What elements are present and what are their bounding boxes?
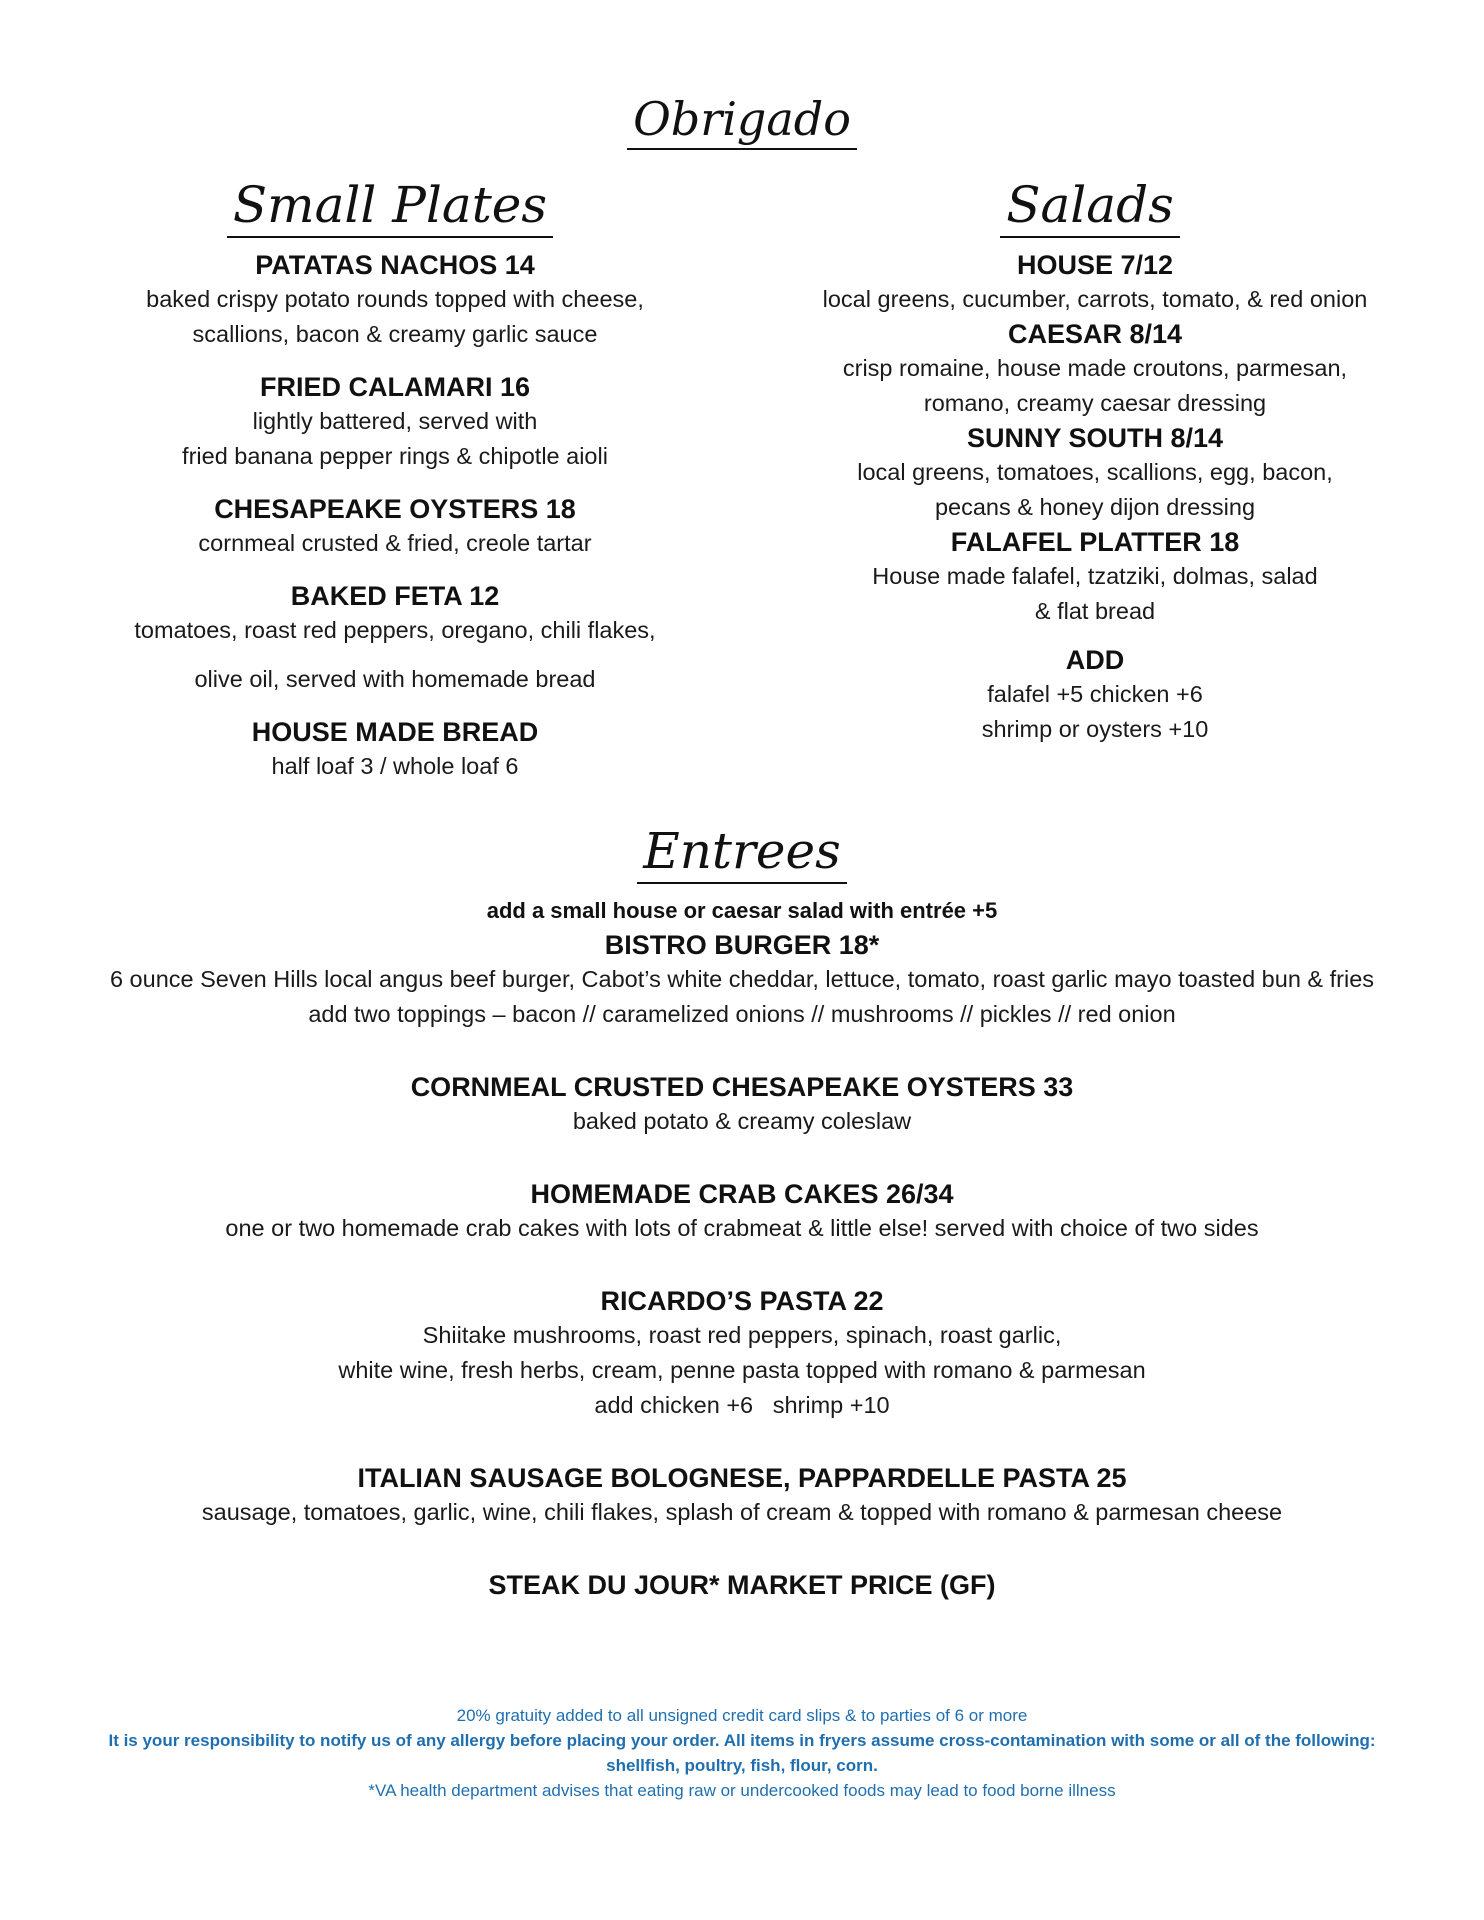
menu-item <box>0 1568 1484 1602</box>
menu-item <box>0 1461 1484 1530</box>
item-name: HOMEMADE CRAB CAKES 26/34 <box>530 1179 954 1209</box>
menu-item <box>80 579 710 697</box>
item-name: HOUSE 7/12 <box>1016 250 1174 280</box>
item-desc: Shiitake mushrooms, roast red peppers, spinach, roast garlic, <box>422 1322 1062 1348</box>
health-notice: *VA health department advises that eating raw or undercooked foods may lead to food borne illness <box>368 1781 1116 1800</box>
item-desc: pecans & honey dijon dressing <box>934 494 1256 520</box>
item-name: SUNNY SOUTH 8/14 <box>966 423 1224 453</box>
item-desc: & flat bread <box>1034 598 1156 624</box>
item-name: CHESAPEAKE OYSTERS 18 <box>214 494 576 524</box>
menu-item <box>80 248 710 352</box>
entrees-section <box>0 896 1484 1640</box>
item-name: STEAK DU JOUR* MARKET PRICE (GF) <box>488 1570 996 1600</box>
menu-item <box>0 928 1484 1032</box>
item-desc: local greens, tomatoes, scallions, egg, bacon, <box>857 459 1333 485</box>
item-name: PATATAS NACHOS 14 <box>255 250 535 280</box>
item-desc: baked crispy potato rounds topped with cheese, <box>146 286 644 312</box>
item-name: BAKED FETA 12 <box>290 581 500 611</box>
item-desc: half loaf 3 / whole loaf 6 <box>271 753 519 779</box>
menu-item <box>80 492 710 561</box>
item-name: CORNMEAL CRUSTED CHESAPEAKE OYSTERS 33 <box>410 1072 1074 1102</box>
item-desc: lightly battered, served with <box>252 408 538 434</box>
item-desc: olive oil, served with homemade bread <box>194 666 596 692</box>
item-desc: baked potato & creamy coleslaw <box>572 1108 912 1134</box>
menu-item <box>780 421 1410 525</box>
menu-item <box>780 643 1410 747</box>
item-name: ITALIAN SAUSAGE BOLOGNESE, PAPPARDELLE PASTA 25 <box>357 1463 1127 1493</box>
item-desc: 6 ounce Seven Hills local angus beef burger, Cabot’s white cheddar, lettuce, tomato, roast garlic mayo toasted bun & fries <box>109 966 1375 992</box>
gratuity-notice: 20% gratuity added to all unsigned credit card slips & to parties of 6 or more <box>456 1706 1028 1725</box>
entrees-heading: Entrees <box>0 822 1484 884</box>
item-desc: white wine, fresh herbs, cream, penne pasta topped with romano & parmesan <box>338 1357 1146 1383</box>
item-name: HOUSE MADE BREAD <box>251 717 539 747</box>
menu-item <box>0 1284 1484 1423</box>
small-plates-heading: Small Plates <box>190 176 590 238</box>
item-desc: romano, creamy caesar dressing <box>923 390 1267 416</box>
item-name: BISTRO BURGER 18* <box>604 930 880 960</box>
menu-item <box>0 1177 1484 1246</box>
entree-note: add a small house or caesar salad with entrée +5 <box>486 898 998 923</box>
menu-item <box>780 525 1410 629</box>
menu-item <box>80 715 710 784</box>
item-desc: one or two homemade crab cakes with lots of crabmeat & little else! served with choice of two sides <box>225 1215 1259 1241</box>
item-name: RICARDO’S PASTA 22 <box>600 1286 884 1316</box>
item-desc: shrimp or oysters +10 <box>981 716 1209 742</box>
restaurant-title: Obrigado <box>0 92 1484 150</box>
item-name: CAESAR 8/14 <box>1007 319 1183 349</box>
item-desc: add chicken +6 shrimp +10 <box>594 1392 890 1418</box>
item-name: FALAFEL PLATTER 18 <box>950 527 1240 557</box>
item-desc: fried banana pepper rings & chipotle aioli <box>182 443 608 469</box>
small-plates-section <box>80 248 710 802</box>
salads-section <box>780 248 1410 747</box>
item-desc: crisp romaine, house made croutons, parmesan, <box>842 355 1348 381</box>
item-desc: scallions, bacon & creamy garlic sauce <box>192 321 598 347</box>
allergy-notice: It is your responsibility to notify us of any allergy before placing your order. All items in fryers assume cross-contamination with some or all of the following: <box>108 1731 1376 1750</box>
allergy-list: shellfish, poultry, fish, flour, corn. <box>606 1756 878 1775</box>
item-desc: add two toppings – bacon // caramelized onions // mushrooms // pickles // red onion <box>308 1001 1176 1027</box>
footer-notices <box>0 1703 1484 1803</box>
item-desc: tomatoes, roast red peppers, oregano, chili flakes, <box>134 617 656 643</box>
item-desc: House made falafel, tzatziki, dolmas, salad <box>872 563 1318 589</box>
menu-item <box>780 317 1410 421</box>
item-desc: falafel +5 chicken +6 <box>987 681 1203 707</box>
item-name: ADD <box>1065 645 1125 675</box>
item-desc: cornmeal crusted & fried, creole tartar <box>198 530 592 556</box>
item-desc: local greens, cucumber, carrots, tomato, & red onion <box>822 286 1368 312</box>
item-desc: sausage, tomatoes, garlic, wine, chili flakes, splash of cream & topped with romano & parmesan cheese <box>201 1499 1283 1525</box>
menu-item <box>0 1070 1484 1139</box>
salads-heading: Salads <box>890 176 1290 238</box>
menu-item <box>80 370 710 474</box>
item-name: FRIED CALAMARI 16 <box>259 372 530 402</box>
menu-item <box>780 248 1410 317</box>
